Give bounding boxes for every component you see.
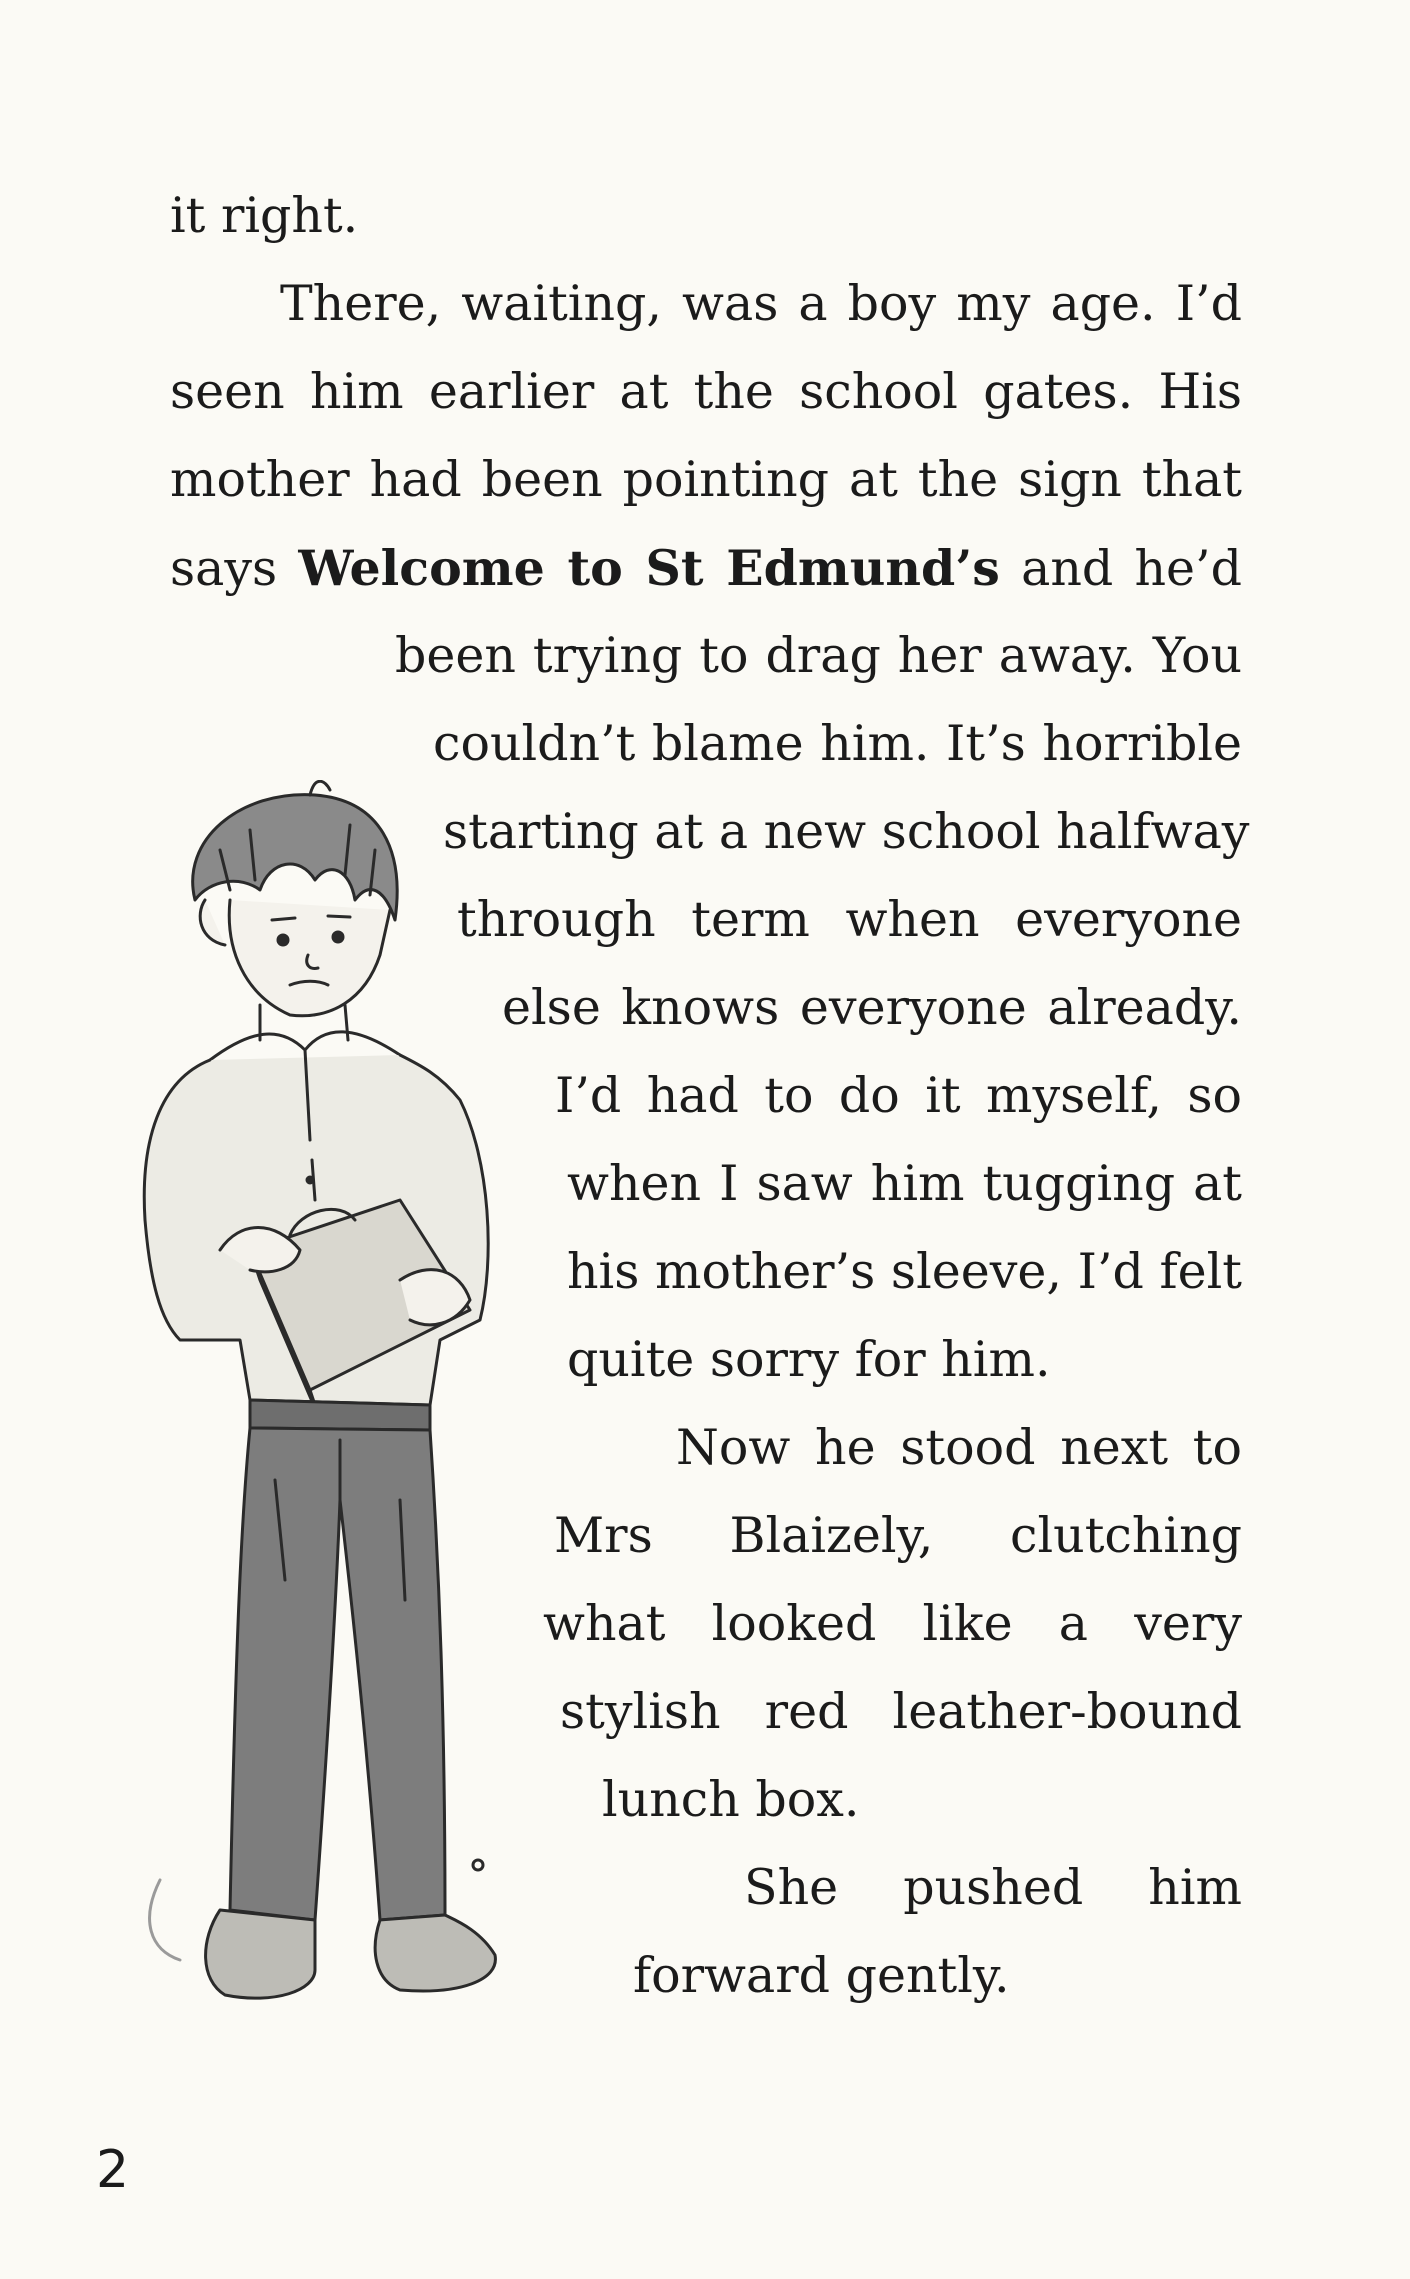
text-line: stylish red leather-bound	[560, 1683, 1242, 1740]
text-line: I’d had to do it myself, so	[555, 1067, 1242, 1124]
text-line: when I saw him tugging at	[567, 1155, 1242, 1212]
text-line: seen him earlier at the school gates. His	[170, 363, 1242, 420]
text-line: mother had been pointing at the sign that	[170, 451, 1242, 508]
boy-illustration	[100, 780, 600, 2050]
text-line: it right.	[170, 187, 359, 244]
text-segment: says	[170, 540, 299, 597]
text-line: quite sorry for him.	[567, 1331, 1051, 1388]
text-line: his mother’s sleeve, I’d felt	[567, 1243, 1242, 1300]
text-line: else knows everyone already.	[502, 979, 1242, 1036]
text-line: She pushed him	[744, 1859, 1242, 1916]
text-line: There, waiting, was a boy my age. I’d	[280, 275, 1242, 332]
text-segment: and he’d	[999, 540, 1242, 597]
text-line: forward gently.	[633, 1947, 1010, 2004]
text-line: what looked like a very	[543, 1595, 1242, 1652]
bold-sign-text: Welcome to St Edmund’s	[298, 539, 1000, 597]
text-line: Mrs Blaizely, clutching	[554, 1507, 1242, 1564]
text-line: Now he stood next to	[676, 1419, 1242, 1476]
text-line: lunch box.	[602, 1771, 860, 1828]
text-line: been trying to drag her away. You	[395, 627, 1242, 684]
text-line	[170, 538, 1242, 599]
text-line: couldn’t blame him. It’s horrible	[433, 715, 1242, 772]
text-line: starting at a new school halfway	[443, 803, 1250, 860]
text-line: through term when everyone	[457, 891, 1242, 948]
page-number: 2	[96, 2140, 130, 2200]
